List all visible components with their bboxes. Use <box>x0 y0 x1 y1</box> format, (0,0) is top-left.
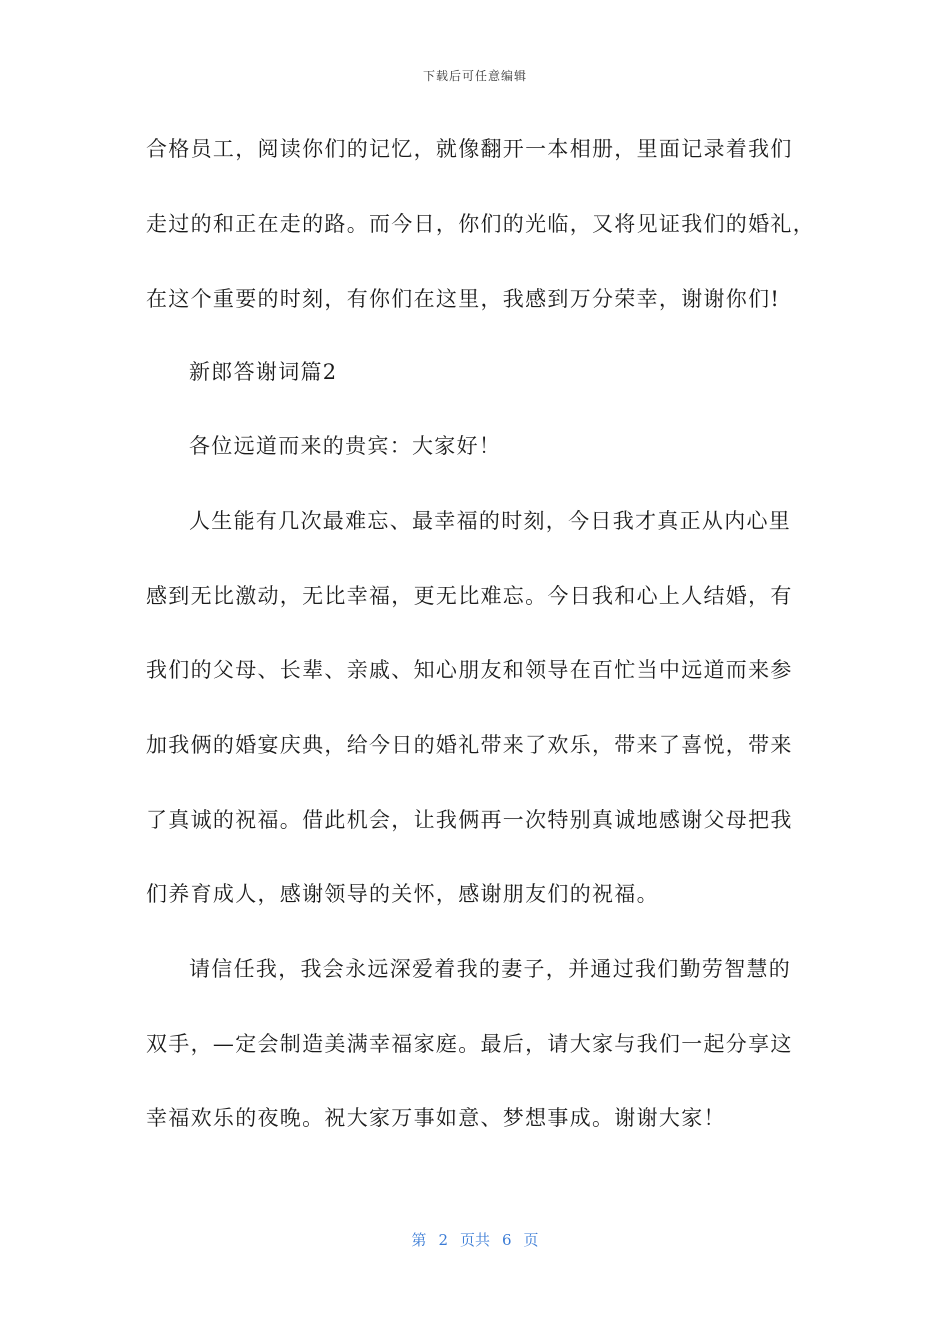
header-note: 下载后可任意编辑 <box>422 69 527 83</box>
body-line: 加我俩的婚宴庆典，给今日的婚礼带来了欢乐，带来了喜悦，带来 <box>146 733 793 757</box>
footer-suffix: 页 <box>523 1231 539 1249</box>
body-line: 幸福欢乐的夜晚。祝大家万事如意、梦想事成。谢谢大家！ <box>146 1106 726 1130</box>
total-pages-number: 6 <box>502 1231 512 1249</box>
body-line: 走过的和正在走的路。而今日，你们的光临，又将见证我们的婚礼， <box>146 212 815 236</box>
salutation-line: 各位远道而来的贵宾：大家好！ <box>189 434 502 458</box>
footer-middle: 页共 <box>459 1231 490 1249</box>
body-line: 双手，—定会制造美满幸福家庭。最后，请大家与我们一起分享这 <box>146 1032 793 1056</box>
section-heading: 新郎答谢词篇2 <box>189 360 338 384</box>
body-line: 请信任我，我会永远深爱着我的妻子，并通过我们勤劳智慧的 <box>189 957 792 981</box>
body-line: 在这个重要的时刻，有你们在这里，我感到万分荣幸，谢谢你们! <box>146 287 781 311</box>
body-line: 感到无比激动，无比幸福，更无比难忘。今日我和心上人结婚，有 <box>146 584 793 608</box>
footer-prefix: 第 <box>411 1231 427 1249</box>
current-page-number: 2 <box>438 1231 448 1249</box>
body-line: 合格员工，阅读你们的记忆，就像翻开一本相册，里面记录着我们 <box>146 137 793 161</box>
body-line: 们养育成人，感谢领导的关怀，感谢朋友们的祝福。 <box>146 882 659 906</box>
body-line: 了真诚的祝福。借此机会，让我俩再一次特别真诚地感谢父母把我 <box>146 808 793 832</box>
body-line: 人生能有几次最难忘、最幸福的时刻，今日我才真正从内心里 <box>189 509 792 533</box>
body-line: 我们的父母、长辈、亲戚、知心朋友和领导在百忙当中远道而来参 <box>146 658 793 682</box>
page-footer <box>0 1229 950 1250</box>
